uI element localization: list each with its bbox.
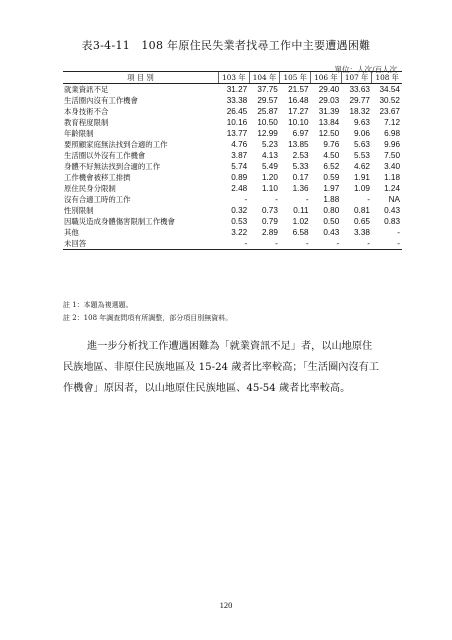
table-row (63, 95, 402, 106)
cell-value: 31.39 (318, 107, 340, 116)
table-row (63, 216, 402, 227)
cell-value: 5.49 (261, 162, 278, 171)
header-year: 104 年 (249, 72, 280, 84)
header-year: 103 年 (219, 72, 250, 84)
cell-value: 29.40 (318, 85, 340, 94)
row-label: 沒有合適工時的工作 (64, 195, 131, 204)
cell-value: 4.62 (354, 162, 370, 171)
cell-value: 13.84 (318, 118, 340, 127)
cell-value: 23.67 (379, 107, 400, 116)
page-number: 120 (219, 600, 233, 610)
table-row (63, 161, 402, 172)
cell-value: 25.87 (257, 107, 278, 116)
cell-value: 1.91 (354, 173, 370, 182)
cell-value: 16.48 (288, 96, 309, 105)
note-2: 註 2：108 年調查問項有所調整，部分項目別無資料。 (63, 314, 233, 322)
cell-value: 31.27 (226, 85, 248, 94)
cell-value: 33.38 (226, 96, 248, 105)
table-row (63, 106, 402, 117)
cell-value: - (311, 238, 342, 250)
difficulty-table (63, 71, 402, 250)
row-label: 生活圈以外沒有工作機會 (64, 151, 146, 160)
cell-value: 0.81 (354, 206, 370, 215)
table-row (63, 183, 402, 194)
cell-value: 12.99 (257, 129, 278, 138)
row-label: 身體不好無法找到合適的工作 (64, 162, 161, 171)
cell-value: 1.18 (384, 173, 400, 182)
cell-value: 17.27 (288, 107, 309, 116)
cell-value: 3.38 (354, 228, 370, 237)
cell-value: 0.83 (384, 217, 400, 226)
row-label: 因職災造成身體傷害限制工作機會 (64, 217, 175, 226)
cell-value: - (372, 238, 402, 250)
cell-value: 1.24 (384, 184, 400, 193)
cell-value: - (244, 195, 248, 204)
paragraph-line: 作機會」原因者，以山地原住民族地區、45-54 歲者比率較高。 (63, 383, 351, 394)
cell-value: 2.48 (231, 184, 248, 193)
header-year: 107 年 (341, 72, 372, 84)
cell-value: 3.87 (231, 151, 248, 160)
analysis-paragraph (63, 336, 393, 399)
cell-value: 5.33 (292, 162, 309, 171)
row-label: 生活圈內沒有工作機會 (64, 96, 138, 105)
header-item-label: 項 目 別 (63, 72, 219, 84)
table-body (63, 84, 402, 250)
cell-value: - (219, 238, 250, 250)
table-header-row (63, 72, 402, 84)
cell-value: 10.16 (226, 118, 248, 127)
table-row (63, 172, 402, 183)
cell-value: - (341, 238, 372, 250)
table-row (63, 194, 402, 205)
cell-value: - (397, 228, 400, 237)
cell-value: 0.80 (323, 206, 340, 215)
cell-value: 9.06 (354, 129, 370, 138)
cell-value: 2.53 (292, 151, 309, 160)
cell-value: 29.03 (318, 96, 340, 105)
cell-value: 3.22 (231, 228, 248, 237)
row-label: 教育程度限制 (64, 118, 109, 127)
cell-value: 1.02 (292, 217, 309, 226)
cell-value: 18.32 (349, 107, 370, 116)
cell-value: 5.53 (354, 151, 370, 160)
table-row (63, 128, 402, 139)
cell-value: 1.09 (354, 184, 370, 193)
cell-value: 6.98 (384, 129, 400, 138)
cell-value: - (249, 238, 280, 250)
cell-value: 10.50 (257, 118, 278, 127)
cell-value: 0.53 (231, 217, 248, 226)
cell-value: 29.77 (349, 96, 370, 105)
cell-value: 6.97 (292, 129, 309, 138)
cell-value: 0.17 (292, 173, 309, 182)
paragraph-line: 民族地區、非原住民族地區及 15-24 歲者比率較高；「生活圈內沒有工 (63, 362, 379, 373)
row-label: 性別限制 (64, 206, 94, 215)
cell-value: 0.65 (354, 217, 370, 226)
cell-value: 0.79 (261, 217, 278, 226)
cell-value: 0.59 (323, 173, 340, 182)
header-year: 105 年 (280, 72, 311, 84)
cell-value: 0.73 (261, 206, 278, 215)
cell-value: NA (388, 195, 400, 204)
row-label: 工作機會被移工排擠 (64, 173, 131, 182)
cell-value: 0.11 (293, 206, 309, 215)
table-row (63, 84, 402, 96)
header-year: 108 年 (372, 72, 402, 84)
cell-value: 29.57 (257, 96, 278, 105)
row-label: 原住民身分限制 (64, 184, 116, 193)
cell-value: 2.89 (261, 228, 278, 237)
cell-value: 1.88 (323, 195, 340, 204)
cell-value: 33.63 (349, 85, 370, 94)
table-row (63, 238, 402, 250)
cell-value: 6.52 (323, 162, 340, 171)
table-title: 表3-4-11 108 年原住民失業者找尋工作中主要遭遇困難 (81, 39, 371, 52)
cell-value: 4.50 (323, 151, 340, 160)
cell-value: - (275, 195, 278, 204)
cell-value: 3.40 (384, 162, 400, 171)
cell-value: 13.77 (226, 129, 248, 138)
table-row (63, 117, 402, 128)
cell-value: 9.96 (384, 140, 400, 149)
row-label: 要照顧家庭無法找到合適的工作 (64, 140, 168, 149)
paragraph-line: 進一步分析找工作遭遇困難為「就業資訊不足」者，以山地原住 (87, 341, 373, 352)
cell-value: 9.63 (354, 118, 370, 127)
table-row (63, 150, 402, 161)
cell-value: 5.63 (354, 140, 370, 149)
cell-value: 5.23 (261, 140, 278, 149)
row-label: 本身技術不合 (64, 107, 109, 116)
cell-value: 1.20 (261, 173, 278, 182)
cell-value: 37.75 (257, 85, 278, 94)
cell-value: 0.32 (231, 206, 248, 215)
cell-value: 5.74 (231, 162, 248, 171)
cell-value: - (367, 195, 370, 204)
cell-value: 10.10 (288, 118, 309, 127)
cell-value: 9.76 (323, 140, 340, 149)
unit-label: 單位：人次/百人次 (334, 65, 397, 74)
cell-value: 4.76 (231, 140, 248, 149)
cell-value: 7.50 (384, 151, 400, 160)
note-1: 註 1：本題為複選題。 (63, 301, 133, 309)
cell-value: - (305, 195, 309, 204)
cell-value: 1.97 (323, 184, 340, 193)
row-label: 就業資訊不足 (64, 85, 109, 94)
cell-value: 6.58 (292, 228, 309, 237)
cell-value: 4.13 (261, 151, 278, 160)
cell-value: 0.89 (231, 173, 248, 182)
cell-value: 0.43 (323, 228, 340, 237)
row-label: 其他 (64, 228, 79, 237)
table-row (63, 205, 402, 216)
row-label: 年齡限制 (64, 129, 94, 138)
cell-value: 21.57 (288, 85, 309, 94)
header-year: 106 年 (311, 72, 342, 84)
cell-value: 1.36 (292, 184, 309, 193)
cell-value: 7.12 (384, 118, 400, 127)
row-label: 未回答 (63, 238, 219, 250)
cell-value: 34.54 (379, 85, 400, 94)
table-row (63, 227, 402, 238)
cell-value: - (280, 238, 311, 250)
cell-value: 26.45 (226, 107, 248, 116)
cell-value: 13.85 (288, 140, 309, 149)
cell-value: 0.43 (384, 206, 400, 215)
cell-value: 0.50 (323, 217, 340, 226)
cell-value: 1.10 (261, 184, 278, 193)
cell-value: 30.52 (379, 96, 400, 105)
cell-value: 12.50 (318, 129, 340, 138)
table-row (63, 139, 402, 150)
